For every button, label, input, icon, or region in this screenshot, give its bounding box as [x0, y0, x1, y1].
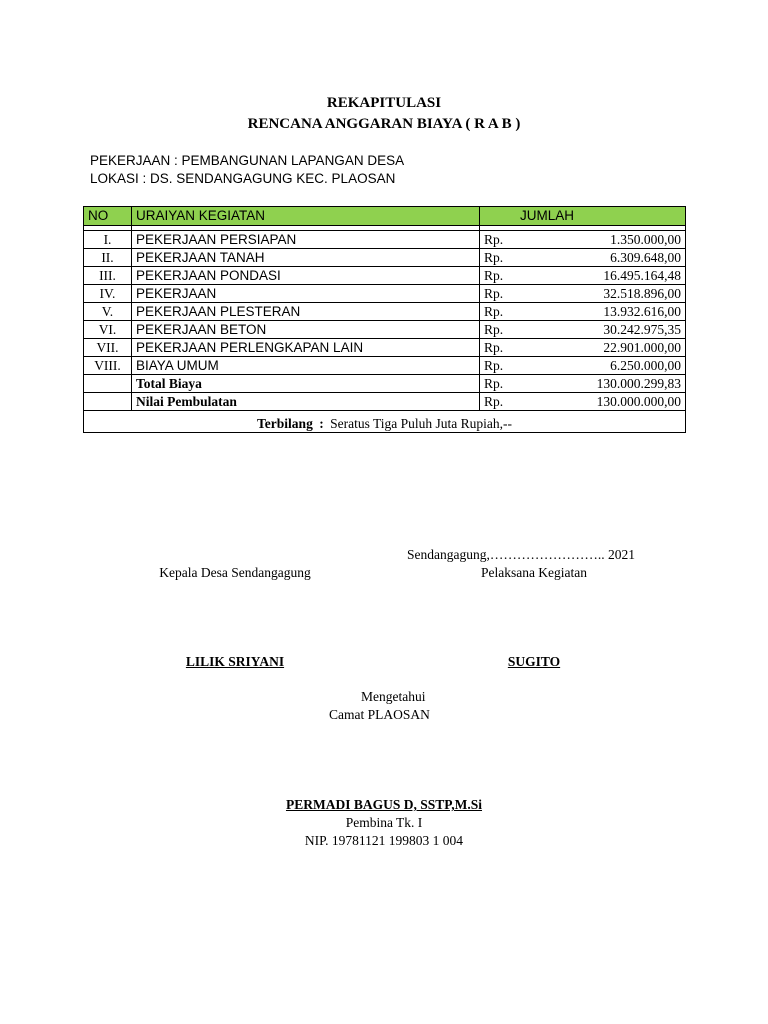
row-amount: 6.309.648,00	[520, 249, 686, 267]
rab-table	[83, 206, 686, 433]
row-description: BIAYA UMUM	[132, 357, 480, 375]
table-row	[84, 285, 686, 303]
table-row	[84, 249, 686, 267]
camat-title: Camat PLAOSAN	[329, 707, 430, 722]
row-description: PEKERJAAN PLESTERAN	[132, 303, 480, 321]
row-amount: 16.495.164,48	[520, 267, 686, 285]
row-number: III.	[84, 267, 132, 285]
left-signatory-name: LILIK SRIYANI	[185, 654, 285, 669]
left-signatory-role: Kepala Desa Sendangagung	[159, 565, 311, 580]
camat-nip: NIP. 19781121 199803 1 004	[304, 833, 464, 848]
row-currency: Rp.	[480, 321, 520, 339]
row-number: II.	[84, 249, 132, 267]
row-description: PEKERJAAN PONDASI	[132, 267, 480, 285]
total-row	[84, 375, 686, 393]
row-description: PEKERJAAN PERSIAPAN	[132, 231, 480, 249]
total-amount: 130.000.299,83	[520, 375, 686, 393]
right-signatory-name: SUGITO	[507, 654, 561, 669]
row-description: PEKERJAAN PERLENGKAPAN LAIN	[132, 339, 480, 357]
table-row	[84, 303, 686, 321]
mengetahui-text: Mengetahui	[361, 689, 426, 704]
place-date: Sendangagung,…………………….. 2021	[407, 547, 635, 562]
table-row	[84, 321, 686, 339]
row-description: PEKERJAAN	[132, 285, 480, 303]
table-row	[84, 357, 686, 375]
table-row	[84, 231, 686, 249]
rounded-amount: 130.000.000,00	[520, 393, 686, 411]
row-number: VIII.	[84, 357, 132, 375]
total-label: Total Biaya	[132, 375, 480, 393]
terbilang-cell	[84, 415, 686, 433]
rounded-label: Nilai Pembulatan	[132, 393, 480, 411]
terbilang-text: Seratus Tiga Puluh Juta Rupiah,--	[330, 416, 512, 431]
rounded-currency: Rp.	[480, 393, 520, 411]
row-description: PEKERJAAN BETON	[132, 321, 480, 339]
terbilang-row	[84, 415, 686, 433]
table-row	[84, 267, 686, 285]
terbilang-label: Terbilang	[257, 416, 313, 431]
right-signatory-role: Pelaksana Kegiatan	[480, 565, 588, 580]
row-number: VII.	[84, 339, 132, 357]
row-currency: Rp.	[480, 303, 520, 321]
header-no: NO	[84, 207, 132, 226]
row-amount: 30.242.975,35	[520, 321, 686, 339]
row-description: PEKERJAAN TANAH	[132, 249, 480, 267]
header-uraian: URAIYAN KEGIATAN	[132, 207, 480, 226]
table-row	[84, 339, 686, 357]
rounded-row	[84, 393, 686, 411]
table-header-row	[84, 207, 686, 226]
row-amount: 22.901.000,00	[520, 339, 686, 357]
total-no-cell	[84, 375, 132, 393]
row-number: IV.	[84, 285, 132, 303]
row-amount: 6.250.000,00	[520, 357, 686, 375]
row-amount: 32.518.896,00	[520, 285, 686, 303]
row-currency: Rp.	[480, 339, 520, 357]
camat-name: PERMADI BAGUS D, SSTP,M.Si	[285, 797, 483, 812]
pekerjaan-text: PEKERJAAN : PEMBANGUNAN LAPANGAN DESA	[90, 153, 405, 168]
row-number: VI.	[84, 321, 132, 339]
title-line-2: RENCANA ANGGARAN BIAYA ( R A B )	[247, 116, 521, 132]
camat-rank: Pembina Tk. I	[345, 815, 423, 830]
row-currency: Rp.	[480, 231, 520, 249]
rounded-no-cell	[84, 393, 132, 411]
row-amount: 1.350.000,00	[520, 231, 686, 249]
row-amount: 13.932.616,00	[520, 303, 686, 321]
row-number: V.	[84, 303, 132, 321]
terbilang-separator: :	[319, 416, 324, 431]
header-jumlah: JUMLAH	[480, 207, 686, 226]
lokasi-text: LOKASI : DS. SENDANGAGUNG KEC. PLAOSAN	[90, 171, 396, 186]
title-line-1: REKAPITULASI	[326, 95, 442, 111]
row-currency: Rp.	[480, 249, 520, 267]
row-currency: Rp.	[480, 267, 520, 285]
row-currency: Rp.	[480, 285, 520, 303]
row-currency: Rp.	[480, 357, 520, 375]
total-currency: Rp.	[480, 375, 520, 393]
row-number: I.	[84, 231, 132, 249]
